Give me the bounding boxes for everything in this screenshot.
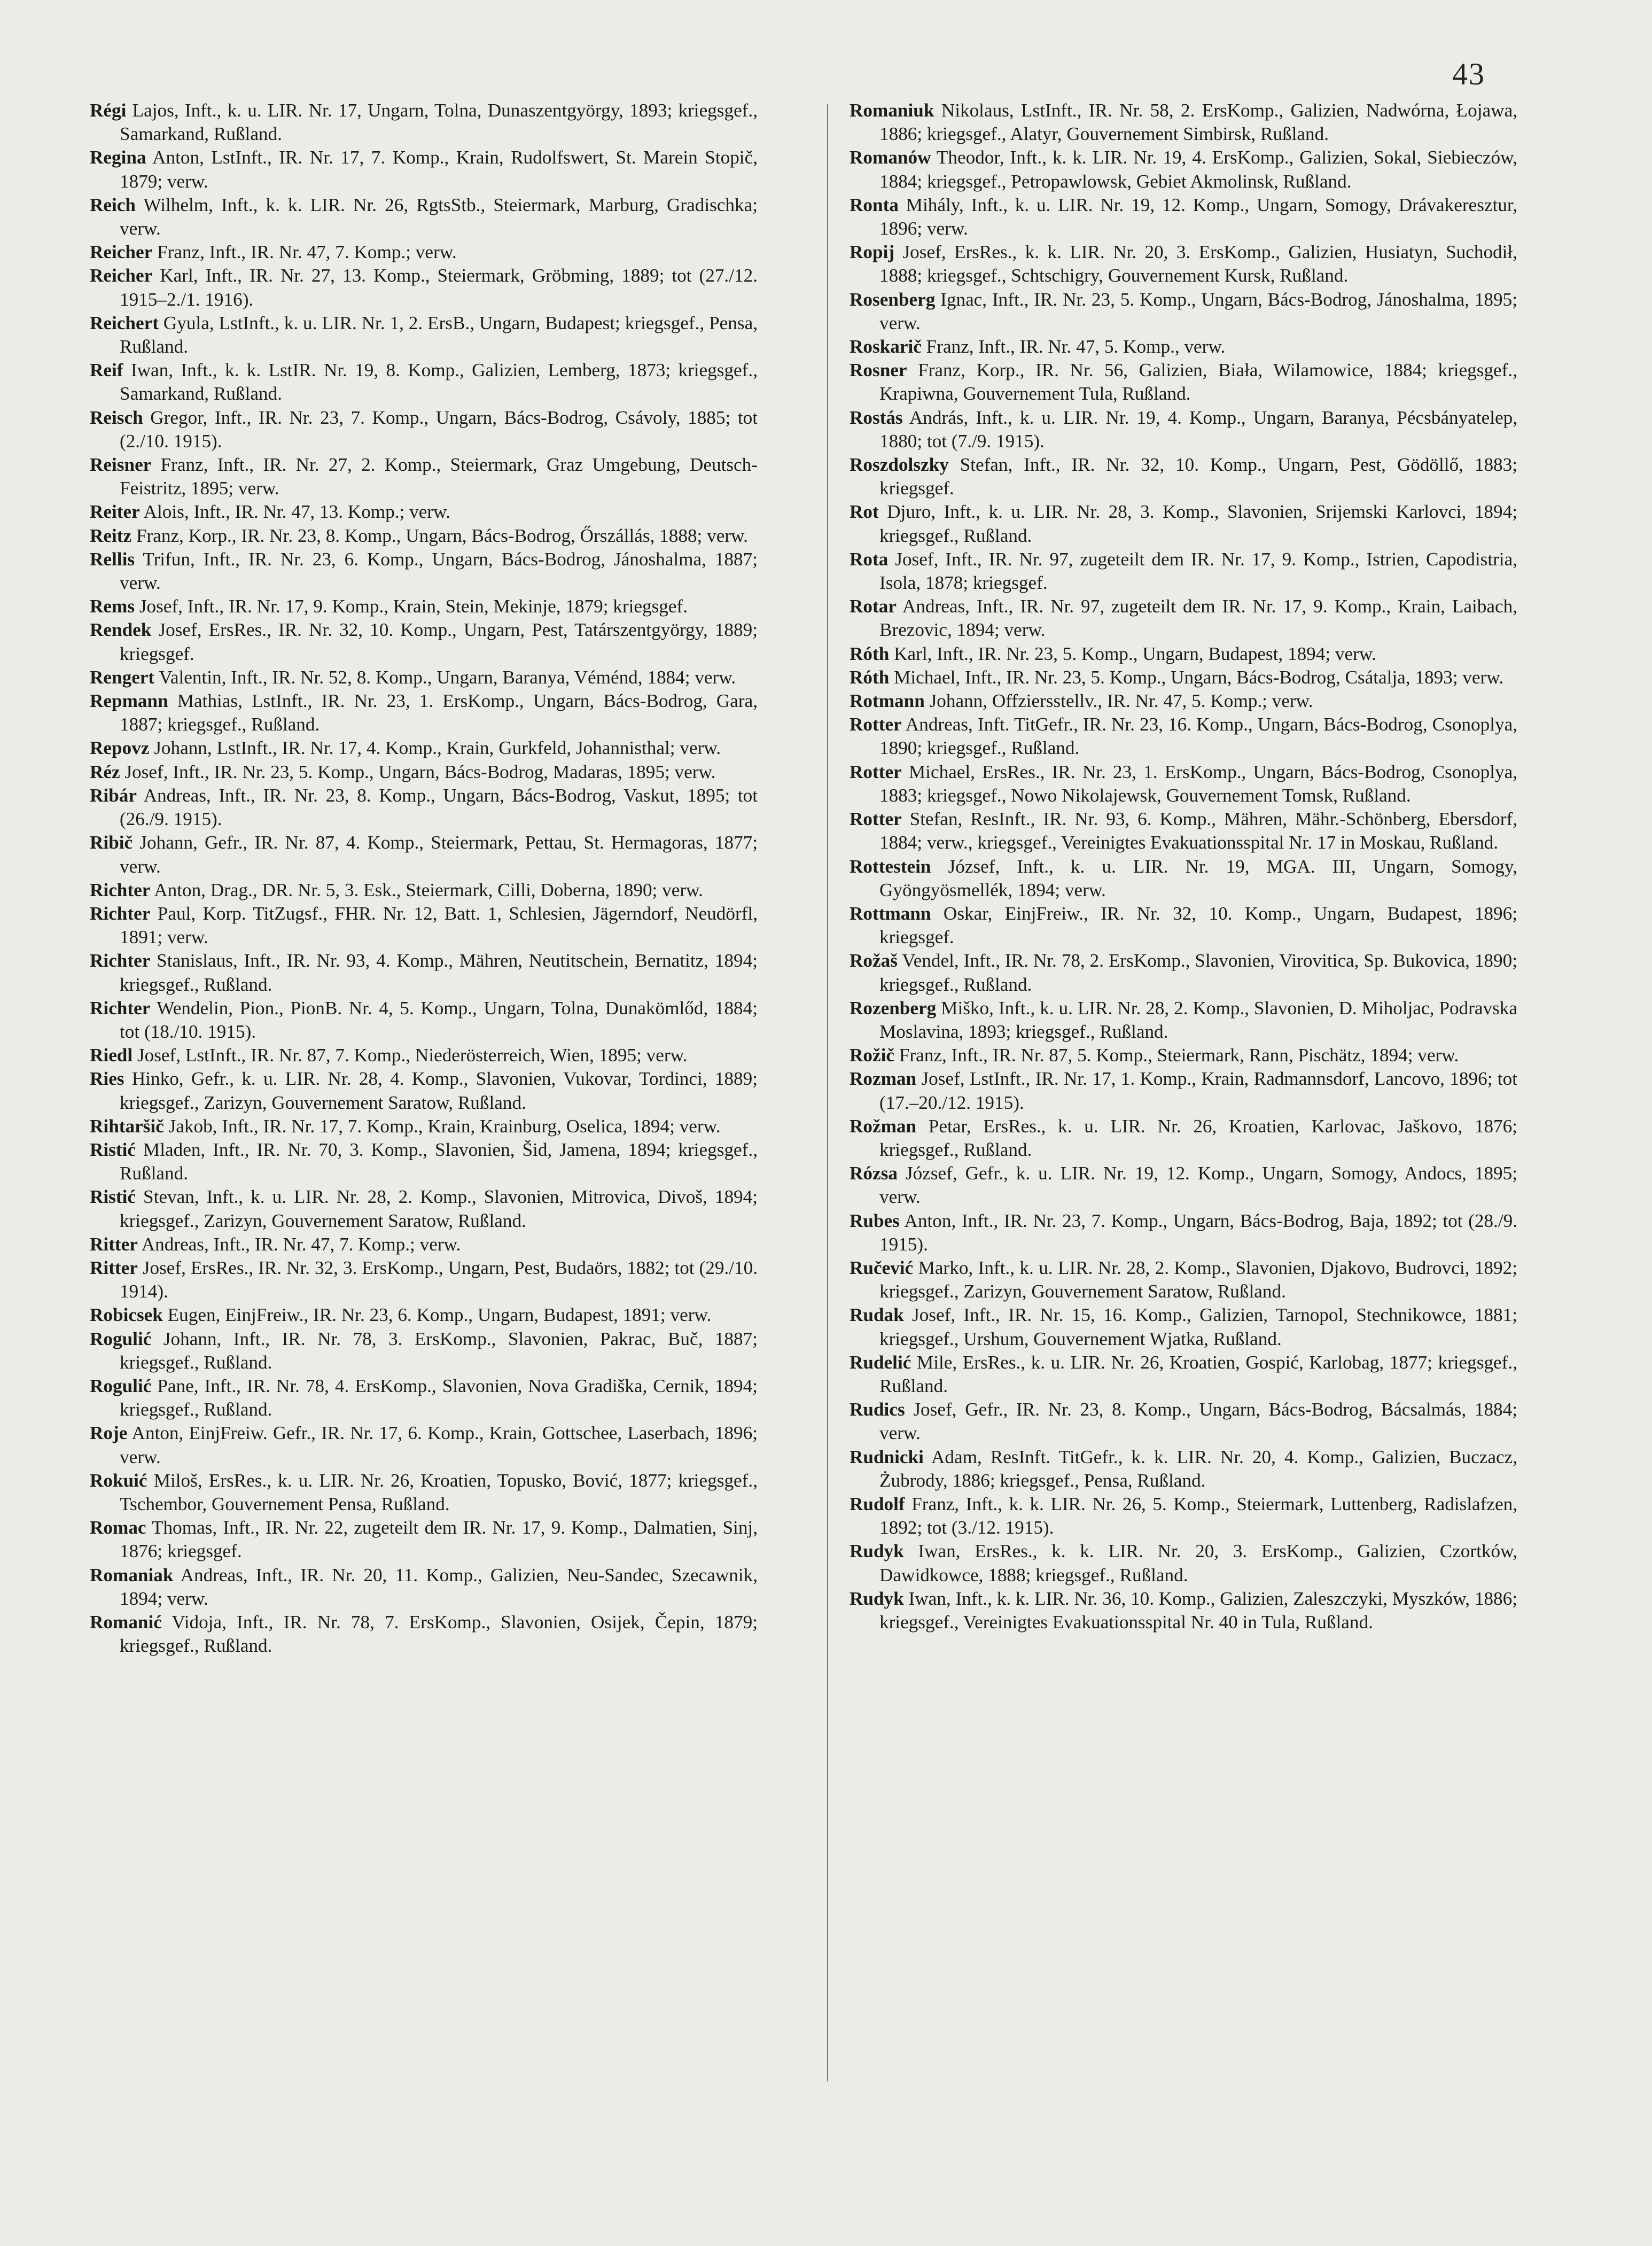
entry-details: József, Inft., k. u. LIR. Nr. 19, MGA. III, Ungarn, Somogy, Gyöngyösmellék, 1894; verw. bbox=[879, 856, 1517, 900]
entry-details: Josef, ErsRes., IR. Nr. 32, 3. ErsKomp., Ungarn, Pest, Budaörs, 1882; tot (29./10. 1914). bbox=[120, 1257, 758, 1302]
entry-details: Hinko, Gefr., k. u. LIR. Nr. 28, 4. Komp., Slavonien, Vukovar, Tordinci, 1889; kriegsgef., Zarizyn, Gouvernement Saratow, Rußland. bbox=[120, 1068, 758, 1113]
entry-surname: Rubes bbox=[850, 1210, 900, 1231]
entry-details: Johann, LstInft., IR. Nr. 17, 4. Komp., Krain, Gurkfeld, Johannisthal; verw. bbox=[149, 737, 721, 759]
register-entry bbox=[90, 666, 758, 689]
entry-surname: Rudyk bbox=[850, 1541, 904, 1562]
entry-surname: Rostás bbox=[850, 407, 903, 428]
entry-surname: Roskarič bbox=[850, 336, 922, 358]
register-entry bbox=[850, 146, 1517, 193]
entry-surname: Rihtaršič bbox=[90, 1115, 164, 1137]
entry-surname: Rozenberg bbox=[850, 997, 937, 1019]
entry-surname: Reiter bbox=[90, 501, 140, 523]
entry-details: András, Inft., k. u. LIR. Nr. 19, 4. Komp., Ungarn, Baranya, Pécsbányatelep, 1880; tot (7./9. 1915). bbox=[879, 407, 1517, 452]
register-entry bbox=[850, 595, 1517, 642]
register-entry bbox=[850, 855, 1517, 902]
entry-details: Eugen, EinjFreiw., IR. Nr. 23, 6. Komp., Ungarn, Budapest, 1891; verw. bbox=[162, 1304, 712, 1326]
entry-details: Franz, Inft., IR. Nr. 87, 5. Komp., Steiermark, Rann, Pischätz, 1894; verw. bbox=[894, 1045, 1459, 1066]
entry-details: Josef, LstInft., IR. Nr. 17, 1. Komp., Krain, Radmannsdorf, Lancovo, 1896; tot (17.–20./12. 1915). bbox=[879, 1068, 1517, 1113]
register-entry bbox=[90, 1067, 758, 1114]
entry-details: Djuro, Inft., k. u. LIR. Nr. 28, 3. Komp., Slavonien, Srijemski Karlovci, 1894; kriegsgef., Rußland. bbox=[878, 501, 1517, 546]
entry-surname: Rotmann bbox=[850, 690, 925, 712]
entry-details: Thomas, Inft., IR. Nr. 22, zugeteilt dem IR. Nr. 17, 9. Komp., Dalmatien, Sinj, 1876; kriegsgef. bbox=[120, 1517, 758, 1562]
entry-details: Gyula, LstInft., k. u. LIR. Nr. 1, 2. ErsB., Ungarn, Budapest; kriegsgef., Pensa, Rußland. bbox=[120, 312, 758, 358]
entry-surname: Rudics bbox=[850, 1399, 905, 1420]
entry-details: Andreas, Inft., IR. Nr. 23, 8. Komp., Ungarn, Bács-Bodrog, Vaskut, 1895; tot (26./9. 1915). bbox=[120, 784, 758, 830]
entry-details: Josef, Gefr., IR. Nr. 23, 8. Komp., Ungarn, Bács-Bodrog, Bácsalmás, 1884; verw. bbox=[879, 1399, 1517, 1444]
entry-details: Vidoja, Inft., IR. Nr. 78, 7. ErsKomp., Slavonien, Osijek, Čepin, 1879; kriegsgef., Rußland. bbox=[120, 1612, 758, 1657]
register-entry bbox=[90, 879, 758, 902]
entry-details: Anton, Inft., IR. Nr. 23, 7. Komp., Ungarn, Bács-Bodrog, Baja, 1892; tot (28./9. 1915). bbox=[879, 1210, 1517, 1255]
column-divider bbox=[827, 104, 828, 2081]
register-entry bbox=[850, 902, 1517, 949]
register-entry bbox=[90, 1516, 758, 1563]
entry-surname: Rosenberg bbox=[850, 289, 936, 310]
register-entry bbox=[850, 1493, 1517, 1540]
entry-surname: Ribič bbox=[90, 832, 133, 853]
register-entry bbox=[850, 1398, 1517, 1445]
register-entry bbox=[90, 1469, 758, 1516]
entry-surname: Rogulić bbox=[90, 1328, 152, 1349]
register-entry bbox=[850, 1209, 1517, 1256]
register-entry bbox=[90, 689, 758, 736]
entry-surname: Rudak bbox=[850, 1304, 904, 1326]
entry-details: Nikolaus, LstInft., IR. Nr. 58, 2. ErsKomp., Galizien, Nadwórna, Łojawa, 1886; kriegsgef., Alatyr, Gouvernement Simbirsk, Rußland. bbox=[879, 100, 1517, 145]
register-entry bbox=[90, 1611, 758, 1658]
entry-surname: Romanić bbox=[90, 1612, 162, 1633]
entry-surname: Régi bbox=[90, 100, 127, 121]
register-entry bbox=[850, 99, 1517, 146]
entry-surname: Rudyk bbox=[850, 1588, 904, 1609]
entry-details: Vendel, Inft., IR. Nr. 78, 2. ErsKomp., Slavonien, Virovitica, Sp. Bukovica, 1890; kriegsgef., Rußland. bbox=[879, 950, 1517, 995]
register-entry bbox=[90, 949, 758, 996]
entry-surname: Rózsa bbox=[850, 1163, 898, 1184]
register-entry bbox=[90, 548, 758, 595]
page-number: 43 bbox=[1452, 57, 1485, 91]
entry-surname: Ristić bbox=[90, 1186, 136, 1208]
register-entry bbox=[850, 288, 1517, 335]
entry-surname: Rosner bbox=[850, 360, 907, 381]
entry-details: Franz, Inft., k. k. LIR. Nr. 26, 5. Komp., Steiermark, Luttenberg, Radislafzen, 1892; tot (3./12. 1915). bbox=[879, 1493, 1517, 1538]
entry-details: Josef, Inft., IR. Nr. 23, 5. Komp., Ungarn, Bács-Bodrog, Madaras, 1895; verw. bbox=[120, 761, 716, 782]
entry-details: Andreas, Inft., IR. Nr. 20, 11. Komp., Galizien, Neu-Sandec, Szecawnik, 1894; verw. bbox=[120, 1564, 758, 1609]
entry-details: Franz, Inft., IR. Nr. 47, 7. Komp.; verw. bbox=[152, 242, 457, 263]
entry-details: Alois, Inft., IR. Nr. 47, 13. Komp.; verw. bbox=[139, 501, 450, 523]
entry-surname: Romaniak bbox=[90, 1564, 174, 1586]
entry-surname: Rotter bbox=[850, 761, 902, 782]
entry-surname: Reicher bbox=[90, 265, 153, 286]
entry-surname: Ručević bbox=[850, 1257, 914, 1278]
register-entry bbox=[850, 713, 1517, 760]
register-entry bbox=[90, 146, 758, 193]
entry-surname: Rellis bbox=[90, 548, 135, 570]
register-entry bbox=[90, 1303, 758, 1327]
entry-details: Pane, Inft., IR. Nr. 78, 4. ErsKomp., Slavonien, Nova Gradiška, Cernik, 1894; kriegsgef., Rußland. bbox=[120, 1375, 758, 1420]
entry-surname: Ries bbox=[90, 1068, 124, 1090]
register-entry bbox=[90, 406, 758, 453]
entry-surname: Rems bbox=[90, 596, 135, 617]
entry-details: Mathias, LstInft., IR. Nr. 23, 1. ErsKomp., Ungarn, Bács-Bodrog, Gara, 1887; kriegsgef., Rußland. bbox=[120, 690, 758, 735]
register-entry bbox=[90, 1185, 758, 1232]
register-entry bbox=[850, 1587, 1517, 1634]
entry-surname: Rotar bbox=[850, 596, 897, 617]
entry-surname: Rottmann bbox=[850, 903, 931, 924]
register-entry bbox=[90, 1256, 758, 1303]
entry-surname: Ribár bbox=[90, 784, 137, 806]
entry-details: Josef, Inft., IR. Nr. 97, zugeteilt dem IR. Nr. 17, 9. Komp., Istrien, Capodistria, Isola, 1878; kriegsgef. bbox=[879, 548, 1517, 594]
entry-details: Paul, Korp. TitZugsf., FHR. Nr. 12, Batt. 1, Schlesien, Jägerndorf, Neudörfl, 1891; verw. bbox=[120, 903, 758, 948]
entry-surname: Róth bbox=[850, 643, 890, 664]
entry-surname: Regina bbox=[90, 147, 146, 168]
register-entry bbox=[90, 997, 758, 1044]
entry-details: Wendelin, Pion., PionB. Nr. 4, 5. Komp., Ungarn, Tolna, Dunakömlőd, 1884; tot (18./10. 1915). bbox=[120, 997, 758, 1042]
entry-surname: Rudolf bbox=[850, 1493, 905, 1514]
entry-details: Iwan, ErsRes., k. k. LIR. Nr. 20, 3. ErsKomp., Galizien, Czortków, Dawidkowce, 1888; kriegsgef., Rußland. bbox=[879, 1541, 1517, 1586]
register-entry bbox=[850, 240, 1517, 287]
register-entry bbox=[90, 312, 758, 359]
entry-surname: Rožman bbox=[850, 1115, 917, 1137]
entry-details: Josef, ErsRes., k. k. LIR. Nr. 20, 3. ErsKomp., Galizien, Husiatyn, Suchodił, 1888; kriegsgef., Schtschigry, Gouvernement Kursk, Rußland. bbox=[879, 242, 1517, 286]
entry-details: Iwan, Inft., k. k. LstIR. Nr. 19, 8. Komp., Galizien, Lemberg, 1873; kriegsgef., Samarkand, Rußland. bbox=[120, 360, 758, 405]
register-entry bbox=[90, 500, 758, 524]
register-entry bbox=[90, 359, 758, 406]
entry-details: Wilhelm, Inft., k. k. LIR. Nr. 26, RgtsStb., Steiermark, Marburg, Gradischka; verw. bbox=[120, 194, 758, 239]
entry-surname: Roje bbox=[90, 1423, 128, 1444]
entry-surname: Riedl bbox=[90, 1045, 133, 1066]
entry-details: Stefan, Inft., IR. Nr. 32, 10. Komp., Ungarn, Pest, Gödöllő, 1883; kriegsgef. bbox=[879, 454, 1517, 499]
register-entry bbox=[90, 1564, 758, 1611]
register-entry bbox=[90, 831, 758, 878]
entry-surname: Romac bbox=[90, 1517, 146, 1538]
entry-surname: Reisner bbox=[90, 454, 152, 476]
register-entry bbox=[850, 997, 1517, 1044]
entry-details: Johann, Offziersstellv., IR. Nr. 47, 5. Komp.; verw. bbox=[924, 690, 1313, 712]
entry-details: Andreas, Inft., IR. Nr. 47, 7. Komp.; verw. bbox=[137, 1233, 461, 1255]
entry-details: Michael, Inft., IR. Nr. 23, 5. Komp., Ungarn, Bács-Bodrog, Csátalja, 1893; verw. bbox=[889, 666, 1504, 688]
entry-surname: Repovz bbox=[90, 737, 150, 759]
register-entry bbox=[90, 99, 758, 146]
entry-surname: Rot bbox=[850, 501, 879, 523]
entry-surname: Rudelić bbox=[850, 1351, 911, 1373]
entry-details: Franz, Inft., IR. Nr. 27, 2. Komp., Steiermark, Graz Umgebung, Deutsch-Feistritz, 1895; verw. bbox=[120, 454, 758, 499]
register-entry bbox=[90, 902, 758, 949]
register-entry bbox=[90, 1327, 758, 1374]
entry-surname: Romaniuk bbox=[850, 100, 934, 121]
entry-details: Franz, Korp., IR. Nr. 56, Galizien, Biała, Wilamowice, 1884; kriegsgef., Krapiwna, Gouvernement Tula, Rußland. bbox=[879, 360, 1517, 405]
entry-details: Michael, ErsRes., IR. Nr. 23, 1. ErsKomp., Ungarn, Bács-Bodrog, Csonoplya, 1883; kriegsgef., Nowo Nikolajewsk, Gouvernement Tomsk, Rußland. bbox=[879, 761, 1517, 806]
entry-details: Stanislaus, Inft., IR. Nr. 93, 4. Komp., Mähren, Neutitschein, Bernatitz, 1894; kriegsgef., Rußland. bbox=[120, 950, 758, 995]
entry-surname: Ronta bbox=[850, 194, 899, 215]
entry-details: Anton, Drag., DR. Nr. 5, 3. Esk., Steiermark, Cilli, Doberna, 1890; verw. bbox=[150, 879, 703, 900]
register-entry bbox=[90, 760, 758, 784]
register-entry bbox=[90, 1421, 758, 1468]
entry-details: Adam, ResInft. TitGefr., k. k. LIR. Nr. 20, 4. Komp., Galizien, Buczacz, Żubrody, 1886; kriegsgef., Pensa, Rußland. bbox=[879, 1446, 1517, 1491]
entry-surname: Reichert bbox=[90, 312, 159, 333]
entry-surname: Rendek bbox=[90, 619, 152, 641]
register-entry bbox=[850, 548, 1517, 595]
entry-details: Anton, LstInft., IR. Nr. 17, 7. Komp., Krain, Rudolfswert, St. Marein Stopič, 1879; verw. bbox=[120, 147, 758, 192]
entry-details: Josef, ErsRes., IR. Nr. 32, 10. Komp., Ungarn, Pest, Tatárszentgyörgy, 1889; kriegsgef. bbox=[120, 619, 758, 664]
register-entry bbox=[850, 666, 1517, 689]
entry-details: Mile, ErsRes., k. u. LIR. Nr. 26, Kroatien, Gospić, Karlobag, 1877; kriegsgef., Rußland. bbox=[879, 1351, 1517, 1396]
entry-details: Karl, Inft., IR. Nr. 27, 13. Komp., Steiermark, Gröbming, 1889; tot (27./12. 1915–2./1. 1916). bbox=[120, 265, 758, 310]
entry-details: Miloš, ErsRes., k. u. LIR. Nr. 26, Kroatien, Topusko, Bović, 1877; kriegsgef., Tschembor, Gouvernement Pensa, Rußland. bbox=[120, 1470, 758, 1514]
register-entry bbox=[850, 1067, 1517, 1114]
register-entry bbox=[90, 618, 758, 665]
entry-details: Marko, Inft., k. u. LIR. Nr. 28, 2. Komp., Slavonien, Djakovo, Budrovci, 1892; kriegsgef., Zarizyn, Gouvernement Saratow, Rußland. bbox=[879, 1257, 1517, 1302]
entry-surname: Róth bbox=[850, 666, 890, 688]
entry-surname: Rožič bbox=[850, 1045, 895, 1066]
entry-details: Josef, Inft., IR. Nr. 17, 9. Komp., Krain, Stein, Mekinje, 1879; kriegsgef. bbox=[135, 596, 688, 617]
entry-surname: Richter bbox=[90, 997, 151, 1019]
entry-details: Trifun, Inft., IR. Nr. 23, 6. Komp., Ungarn, Bács-Bodrog, Jánoshalma, 1887; verw. bbox=[120, 548, 758, 594]
register-entry bbox=[90, 736, 758, 760]
entry-details: Josef, LstInft., IR. Nr. 87, 7. Komp., Niederösterreich, Wien, 1895; verw. bbox=[133, 1045, 688, 1066]
entry-surname: Reicher bbox=[90, 242, 153, 263]
entry-details: Gregor, Inft., IR. Nr. 23, 7. Komp., Ungarn, Bács-Bodrog, Csávoly, 1885; tot (2./10. 1915). bbox=[120, 407, 758, 452]
entry-details: Karl, Inft., IR. Nr. 23, 5. Komp., Ungarn, Budapest, 1894; verw. bbox=[889, 643, 1376, 664]
register-entry bbox=[90, 524, 758, 548]
register-entry bbox=[850, 1303, 1517, 1350]
entry-surname: Ritter bbox=[90, 1233, 138, 1255]
entry-details: Mladen, Inft., IR. Nr. 70, 3. Komp., Slavonien, Šid, Jamena, 1894; kriegsgef., Rußland. bbox=[120, 1139, 758, 1184]
entry-details: Franz, Korp., IR. Nr. 23, 8. Komp., Ungarn, Bács-Bodrog, Őrszállás, 1888; verw. bbox=[131, 525, 748, 546]
entry-surname: Rogulić bbox=[90, 1375, 152, 1396]
entry-details: Mihály, Inft., k. u. LIR. Nr. 19, 12. Komp., Ungarn, Somogy, Drávakeresztur, 1896; verw. bbox=[879, 194, 1517, 239]
entry-details: Andreas, Inft. TitGefr., IR. Nr. 23, 16. Komp., Ungarn, Bács-Bodrog, Csonoplya, 1890; kriegsgef., Rußland. bbox=[879, 714, 1517, 759]
entry-surname: Reitz bbox=[90, 525, 132, 546]
entry-details: Iwan, Inft., k. k. LIR. Nr. 36, 10. Komp., Galizien, Zaleszczyki, Myszków, 1886; kriegsgef., Vereinigtes Evakuationsspital Nr. 40 in Tula, Rußland. bbox=[879, 1588, 1517, 1633]
register-entry bbox=[850, 1351, 1517, 1398]
entry-details: Stevan, Inft., k. u. LIR. Nr. 28, 2. Komp., Slavonien, Mitrovica, Divoš, 1894; kriegsgef., Zarizyn, Gouvernement Saratow, Rußland. bbox=[120, 1186, 758, 1231]
entry-surname: Rengert bbox=[90, 666, 155, 688]
entry-surname: Réz bbox=[90, 761, 120, 782]
entry-details: Stefan, ResInft., IR. Nr. 93, 6. Komp., Mähren, Mähr.-Schönberg, Ebersdorf, 1884; verw., kriegsgef., Vereinigtes Evakuationsspital Nr. 17 in Moskau, Rußland. bbox=[879, 809, 1517, 853]
entry-details: Franz, Inft., IR. Nr. 47, 5. Komp., verw. bbox=[921, 336, 1226, 358]
register-entry bbox=[850, 1044, 1517, 1067]
entry-surname: Rožaš bbox=[850, 950, 898, 972]
entry-surname: Rottestein bbox=[850, 856, 931, 877]
register-entry bbox=[90, 453, 758, 500]
entry-surname: Rokuić bbox=[90, 1470, 147, 1491]
entry-surname: Rotter bbox=[850, 714, 902, 735]
entry-surname: Ropij bbox=[850, 242, 895, 263]
entry-surname: Roszdolszky bbox=[850, 454, 949, 476]
entry-details: Lajos, Inft., k. u. LIR. Nr. 17, Ungarn, Tolna, Dunaszentgyörgy, 1893; kriegsgef., Samarkand, Rußland. bbox=[120, 100, 758, 145]
entry-surname: Rudnicki bbox=[850, 1446, 924, 1467]
entry-details: Jakob, Inft., IR. Nr. 17, 7. Komp., Krain, Krainburg, Oselica, 1894; verw. bbox=[163, 1115, 721, 1137]
entry-surname: Ritter bbox=[90, 1257, 138, 1278]
entry-details: Miško, Inft., k. u. LIR. Nr. 28, 2. Komp., Slavonien, D. Miholjac, Podravska Moslavina, 1893; kriegsgef., Rußland. bbox=[879, 997, 1517, 1042]
register-entry bbox=[850, 1256, 1517, 1303]
entry-details: Anton, EinjFreiw. Gefr., IR. Nr. 17, 6. Komp., Krain, Gottschee, Laserbach, 1896; verw. bbox=[120, 1423, 758, 1467]
left-column bbox=[90, 99, 758, 1658]
register-entry bbox=[850, 453, 1517, 500]
entry-details: Johann, Inft., IR. Nr. 78, 3. ErsKomp., Slavonien, Pakrac, Buč, 1887; kriegsgef., Rußland. bbox=[120, 1328, 758, 1373]
entry-details: Andreas, Inft., IR. Nr. 97, zugeteilt dem IR. Nr. 17, 9. Komp., Krain, Laibach, Brezovic, 1894; verw. bbox=[879, 596, 1517, 641]
entry-surname: Rotter bbox=[850, 809, 902, 830]
register-entry bbox=[90, 784, 758, 831]
entry-details: Johann, Gefr., IR. Nr. 87, 4. Komp., Steiermark, Pettau, St. Hermagoras, 1877; verw. bbox=[120, 832, 758, 877]
register-entry bbox=[850, 642, 1517, 666]
register-entry bbox=[90, 240, 758, 264]
register-entry bbox=[850, 406, 1517, 453]
entry-surname: Repmann bbox=[90, 690, 168, 712]
entry-details: Ignac, Inft., IR. Nr. 23, 5. Komp., Ungarn, Bács-Bodrog, Jánoshalma, 1895; verw. bbox=[879, 289, 1517, 333]
right-column bbox=[850, 99, 1517, 1634]
entry-surname: Rozman bbox=[850, 1068, 917, 1090]
register-entry bbox=[90, 264, 758, 311]
register-entry bbox=[850, 1115, 1517, 1162]
register-entry bbox=[90, 1374, 758, 1421]
register-entry bbox=[850, 949, 1517, 996]
register-entry bbox=[90, 1233, 758, 1256]
register-entry bbox=[850, 500, 1517, 547]
entry-surname: Richter bbox=[90, 903, 151, 924]
entry-details: Valentin, Inft., IR. Nr. 52, 8. Komp., Ungarn, Baranya, Véménd, 1884; verw. bbox=[154, 666, 736, 688]
entry-surname: Reich bbox=[90, 194, 136, 215]
register-entry bbox=[90, 595, 758, 618]
register-entry bbox=[850, 193, 1517, 240]
register-entry bbox=[850, 1162, 1517, 1209]
register-entry bbox=[850, 689, 1517, 713]
register-entry bbox=[90, 1115, 758, 1138]
register-entry bbox=[850, 359, 1517, 406]
register-entry bbox=[850, 807, 1517, 854]
register-entry bbox=[850, 335, 1517, 359]
entry-details: Josef, Inft., IR. Nr. 15, 16. Komp., Galizien, Tarnopol, Stechnikowce, 1881; kriegsgef., Urshum, Gouvernement Wjatka, Rußland. bbox=[879, 1304, 1517, 1349]
register-entry bbox=[850, 1540, 1517, 1587]
register-entry bbox=[90, 193, 758, 240]
entry-surname: Robicsek bbox=[90, 1304, 163, 1326]
entry-surname: Reisch bbox=[90, 407, 143, 428]
register-entry bbox=[90, 1044, 758, 1067]
register-entry bbox=[90, 1138, 758, 1185]
entry-surname: Richter bbox=[90, 879, 151, 900]
register-entry bbox=[850, 1445, 1517, 1493]
entry-surname: Ristić bbox=[90, 1139, 136, 1160]
register-entry bbox=[850, 760, 1517, 807]
entry-surname: Rota bbox=[850, 548, 889, 570]
entry-details: Oskar, EinjFreiw., IR. Nr. 32, 10. Komp., Ungarn, Budapest, 1896; kriegsgef. bbox=[879, 903, 1517, 948]
entry-surname: Richter bbox=[90, 950, 151, 972]
entry-details: Theodor, Inft., k. k. LIR. Nr. 19, 4. ErsKomp., Galizien, Sokal, Siebieczów, 1884; kriegsgef., Petropawlowsk, Gebiet Akmolinsk, Rußland. bbox=[879, 147, 1517, 192]
entry-surname: Reif bbox=[90, 360, 123, 381]
entry-details: József, Gefr., k. u. LIR. Nr. 19, 12. Komp., Ungarn, Somogy, Andocs, 1895; verw. bbox=[879, 1163, 1517, 1208]
entry-details: Petar, ErsRes., k. u. LIR. Nr. 26, Kroatien, Karlovac, Jaškovo, 1876; kriegsgef., Rußland. bbox=[879, 1115, 1517, 1160]
entry-surname: Romanów bbox=[850, 147, 931, 168]
